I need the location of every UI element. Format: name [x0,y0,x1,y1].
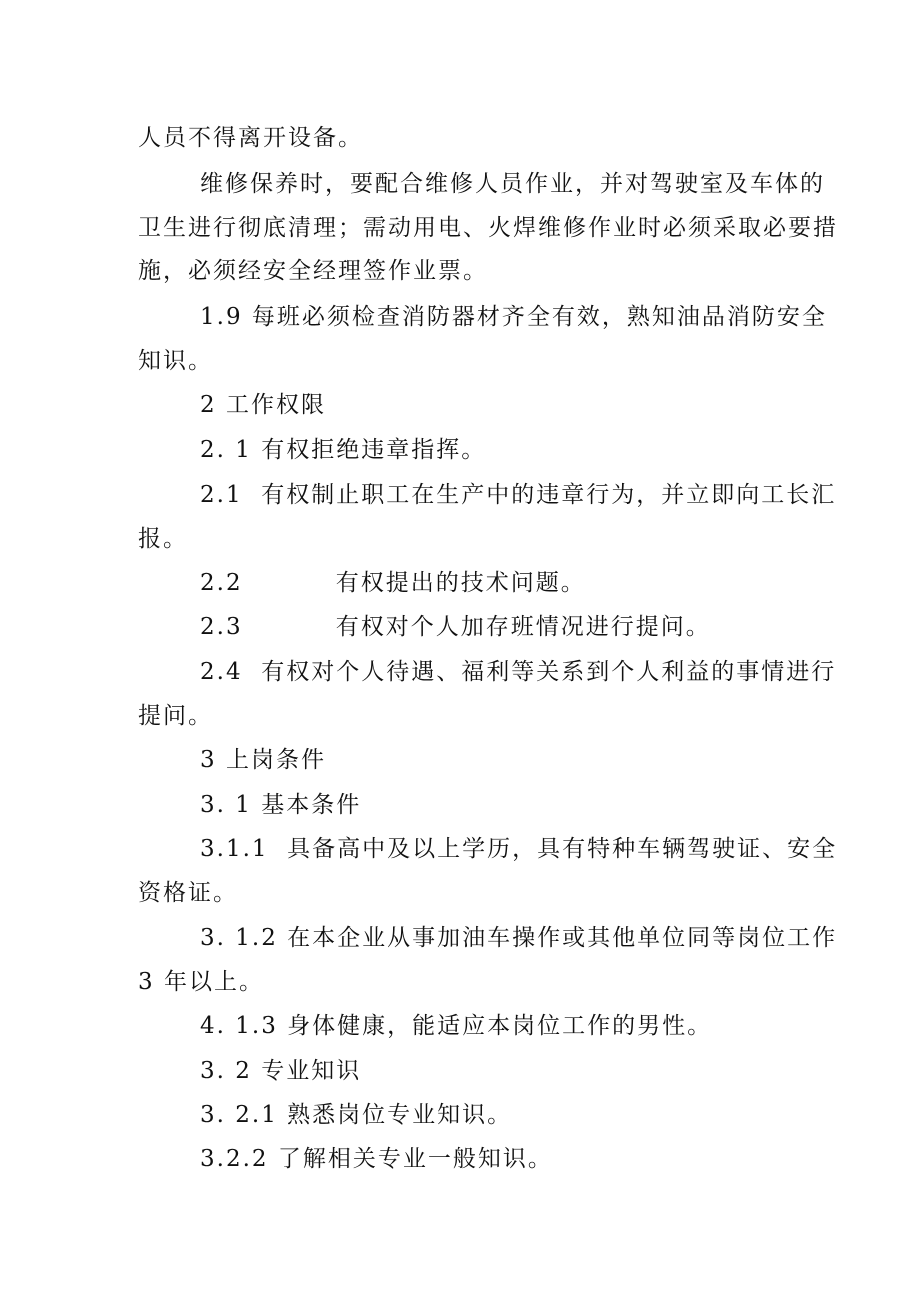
text-line: 2.2 有权提出的技术问题。 [200,570,586,596]
text-line: 卫生进行彻底清理；需动用电、火焊维修作业时必须采取必要措 [138,215,838,241]
subsection-heading: 3. 1 基本条件 [200,792,362,818]
text-line: 资格证。 [138,880,238,906]
text-line: 3 年以上。 [138,969,264,995]
text-line: 2. 1 有权拒绝违章指挥。 [200,437,487,463]
text-line: 2.4 有权对个人待遇、福利等关系到个人利益的事情进行 [200,659,837,685]
text-line: 3. 2.1 熟悉岗位专业知识。 [200,1102,513,1128]
text-line: 施，必须经安全经理签作业票。 [138,258,488,284]
text-line: 3. 1.2 在本企业从事加油车操作或其他单位同等岗位工作 [200,925,838,951]
text-line: 2.3 有权对个人加存班情况进行提问。 [200,614,711,640]
section-heading: 3 上岗条件 [200,747,326,773]
text-line: 1.9 每班必须检查消防器材齐全有效，熟知油品消防安全 [200,304,827,330]
text-line: 3.2.2 了解相关专业一般知识。 [200,1146,553,1172]
text-line: 2.1 有权制止职工在生产中的违章行为，并立即向工长汇 [200,482,837,508]
subsection-heading: 3. 2 专业知识 [200,1058,362,1084]
text-line: 提问。 [138,703,213,729]
section-heading: 2 工作权限 [200,392,326,418]
text-line: 维修保养时，要配合维修人员作业，并对驾驶室及车体的 [200,171,825,197]
text-line: 报。 [138,526,188,552]
text-line: 人员不得离开设备。 [138,125,363,151]
text-line: 3.1.1 具备高中及以上学历，具有特种车辆驾驶证、安全 [200,836,838,862]
text-line: 4. 1.3 身体健康，能适应本岗位工作的男性。 [200,1013,713,1039]
text-line: 知识。 [138,348,213,374]
